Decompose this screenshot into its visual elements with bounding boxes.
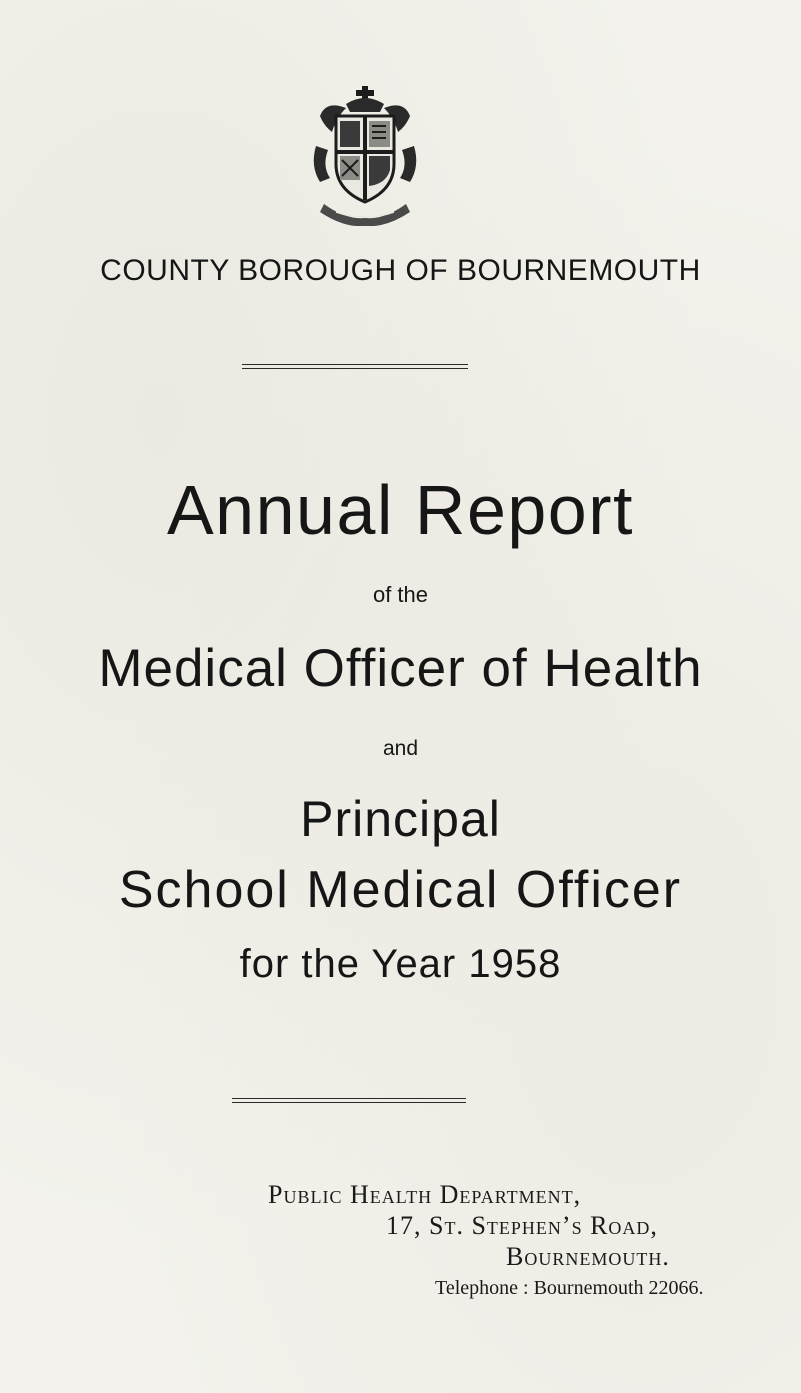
and-text: and <box>382 737 419 760</box>
address-department: Public Health Department, <box>268 1180 582 1209</box>
report-title: Annual Report <box>166 471 634 549</box>
school-medical-officer-title: School Medical Officer <box>118 861 683 919</box>
address-telephone: Telephone : Bournemouth 22066. <box>435 1277 704 1299</box>
address-town: Bournemouth. <box>506 1242 670 1271</box>
bottom-divider <box>232 1098 466 1099</box>
borough-coat-of-arms-icon <box>306 86 424 226</box>
principal-title: Principal <box>300 791 501 847</box>
report-year: for the Year 1958 <box>239 942 562 986</box>
address-street: 17, St. Stephen’s Road, <box>386 1211 658 1240</box>
medical-officer-title: Medical Officer of Health <box>98 639 703 698</box>
top-divider <box>242 364 468 365</box>
borough-title: COUNTY BOROUGH OF BOURNEMOUTH <box>100 254 701 287</box>
of-the-text: of the <box>372 582 429 607</box>
